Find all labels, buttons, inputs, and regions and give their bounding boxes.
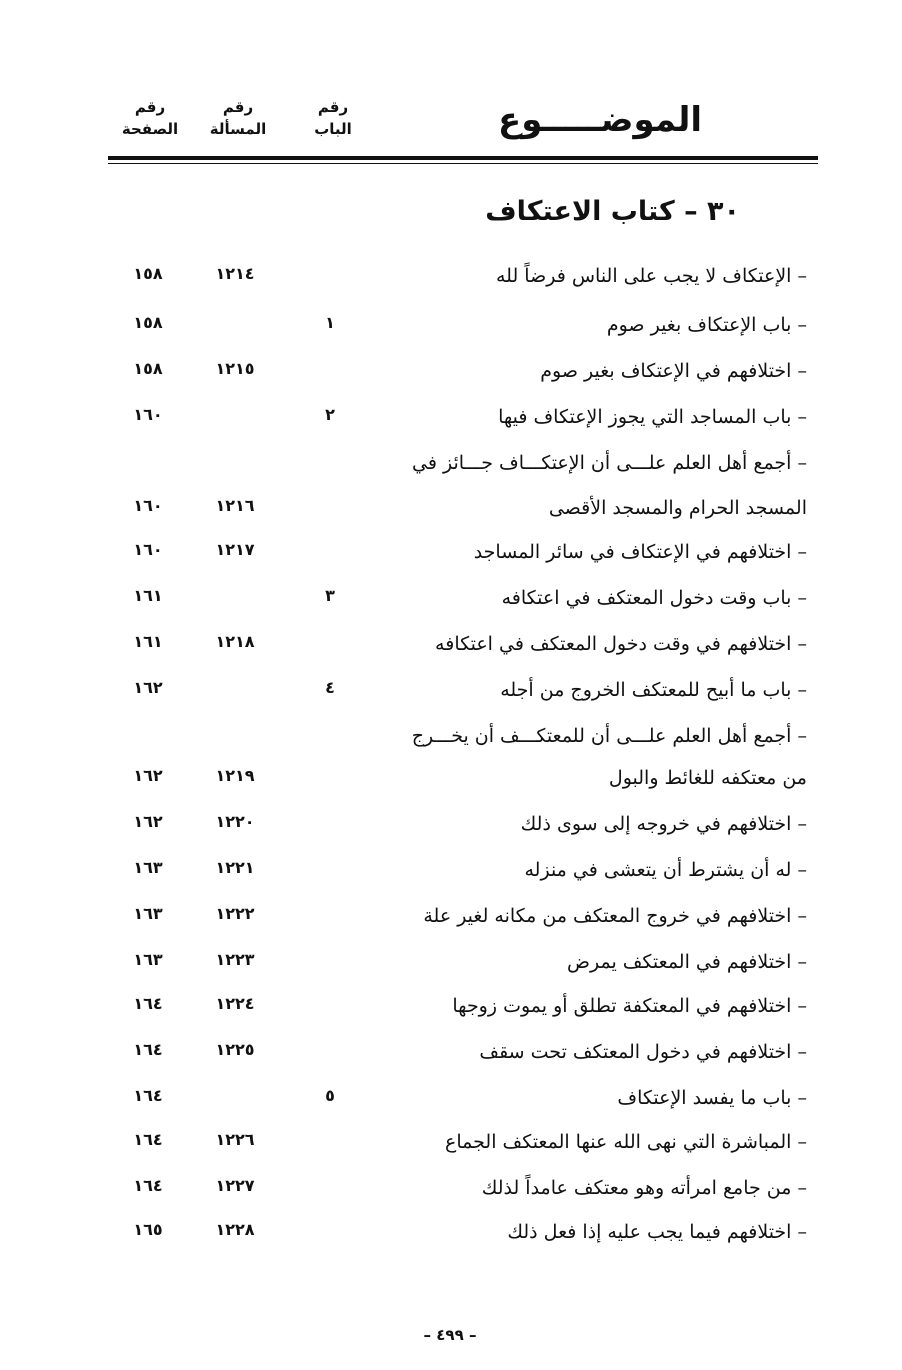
row-issue-number: ١٢٢٨ (215, 1220, 255, 1239)
row-page-number: ١٦١ (133, 586, 163, 605)
row-page-number: ١٥٨ (133, 359, 163, 378)
row-chapter-number: ٣ (325, 586, 335, 605)
row-topic: من معتكفه للغائط والبول (608, 767, 807, 789)
row-topic: – باب المساجد التي يجوز الإعتكاف فيها (498, 406, 807, 428)
table-row (0, 262, 902, 302)
row-topic: – له أن يشترط أن يتعشى في منزله (524, 859, 807, 881)
table-row (0, 722, 902, 762)
table-row (0, 538, 902, 578)
row-issue-number: ١٢١٦ (215, 496, 255, 515)
table-row (0, 357, 902, 397)
row-topic: المسجد الحرام والمسجد الأقصى (548, 497, 807, 519)
row-page-number: ١٦٥ (133, 1220, 163, 1239)
row-page-number: ١٦٢ (133, 678, 163, 697)
table-row (0, 902, 902, 942)
row-issue-number: ١٢١٩ (215, 766, 255, 785)
row-topic: – اختلافهم في خروجه إلى سوى ذلك (520, 813, 807, 835)
header-page-line2: الصفحة (121, 120, 179, 138)
table-row (0, 403, 902, 443)
table-row (0, 810, 902, 850)
row-issue-number: ١٢١٤ (215, 264, 255, 283)
row-topic: – باب الإعتكاف بغير صوم (606, 314, 807, 336)
table-row (0, 856, 902, 896)
row-page-number: ١٥٨ (133, 264, 163, 283)
row-topic: – اختلافهم في وقت دخول المعتكف في اعتكافه (435, 633, 807, 655)
table-row (0, 630, 902, 670)
table-row (0, 992, 902, 1032)
table-row (0, 1174, 902, 1214)
row-page-number: ١٦٠ (133, 496, 163, 515)
row-page-number: ١٦٣ (133, 950, 163, 969)
row-chapter-number: ٤ (325, 678, 335, 697)
table-row (0, 676, 902, 716)
header-rule-thick (108, 156, 818, 160)
row-topic: – باب ما أبيح للمعتكف الخروج من أجله (500, 679, 807, 701)
header-chapter-line1: رقم (317, 98, 349, 116)
row-topic: – اختلافهم في المعتكفة تطلق أو يموت زوجها (452, 995, 807, 1017)
header-topic: الموضـــــوع (497, 100, 703, 140)
row-topic: – اختلافهم في الإعتكاف في سائر المساجد (473, 541, 807, 563)
header-rule-thin (108, 163, 818, 164)
header-chapter-line2: الباب (314, 120, 352, 138)
row-topic: – أجمع أهل العلم علـــى أن الإعتكـــاف جـــائز في (412, 452, 807, 474)
row-page-number: ١٦٤ (133, 1176, 163, 1195)
table-row (0, 1128, 902, 1168)
header-issue-line2: المسألة (209, 120, 267, 138)
row-issue-number: ١٢٢٢ (215, 904, 255, 923)
table-row (0, 764, 902, 804)
table-row (0, 1038, 902, 1078)
row-topic: – المباشرة التي نهى الله عنها المعتكف الجماع (445, 1131, 807, 1153)
row-issue-number: ١٢١٥ (215, 359, 255, 378)
row-issue-number: ١٢٢٤ (215, 994, 255, 1013)
row-topic: – اختلافهم في المعتكف يمرض (567, 951, 807, 973)
row-issue-number: ١٢١٧ (215, 540, 255, 559)
header-issue-number (196, 96, 280, 140)
row-topic: – باب ما يفسد الإعتكاف (617, 1087, 807, 1109)
table-row (0, 449, 902, 489)
row-chapter-number: ٥ (325, 1086, 335, 1105)
table-row (0, 311, 902, 351)
header-issue-line1: رقم (222, 98, 254, 116)
row-page-number: ١٦٤ (133, 1130, 163, 1149)
row-topic: – اختلافهم في الإعتكاف بغير صوم (540, 360, 807, 382)
header-page-line1: رقم (134, 98, 166, 116)
row-issue-number: ١٢٢٣ (215, 950, 255, 969)
row-page-number: ١٥٨ (133, 313, 163, 332)
row-page-number: ١٦٢ (133, 812, 163, 831)
row-issue-number: ١٢٢٥ (215, 1040, 255, 1059)
row-page-number: ١٦٣ (133, 858, 163, 877)
row-issue-number: ١٢٢٧ (215, 1176, 255, 1195)
row-page-number: ١٦١ (133, 632, 163, 651)
row-topic: – اختلافهم في دخول المعتكف تحت سقف (479, 1041, 807, 1063)
row-topic: – الإعتكاف لا يجب على الناس فرضاً لله (496, 265, 807, 287)
row-page-number: ١٦٤ (133, 1086, 163, 1105)
section-title: ٣٠ – كتاب الاعتكاف (485, 196, 740, 227)
table-row (0, 948, 902, 988)
row-topic: – اختلافهم في خروج المعتكف من مكانه لغير علة (423, 905, 807, 927)
row-topic: – أجمع أهل العلم علـــى أن للمعتكـــف أن يخـــرج (411, 725, 807, 747)
table-row (0, 1218, 902, 1258)
header-page-number (108, 96, 192, 140)
row-page-number: ١٦٠ (133, 405, 163, 424)
row-topic: – باب وقت دخول المعتكف في اعتكافه (501, 587, 807, 609)
table-row (0, 584, 902, 624)
row-page-number: ١٦٤ (133, 994, 163, 1013)
table-row (0, 1084, 902, 1124)
row-chapter-number: ٢ (325, 405, 335, 424)
row-chapter-number: ١ (325, 313, 335, 332)
row-issue-number: ١٢٢٦ (215, 1130, 255, 1149)
row-issue-number: ١٢٢١ (215, 858, 255, 877)
row-issue-number: ١٢٢٠ (215, 812, 255, 831)
row-page-number: ١٦٢ (133, 766, 163, 785)
table-row (0, 494, 902, 534)
row-page-number: ١٦٣ (133, 904, 163, 923)
header-chapter-number (300, 96, 366, 140)
row-page-number: ١٦٠ (133, 540, 163, 559)
row-page-number: ١٦٤ (133, 1040, 163, 1059)
page-number-footer: – ٤٩٩ – (423, 1326, 477, 1344)
row-issue-number: ١٢١٨ (215, 632, 255, 651)
row-topic: – من جامع امرأته وهو معتكف عامداً لذلك (481, 1177, 807, 1199)
row-topic: – اختلافهم فيما يجب عليه إذا فعل ذلك (507, 1221, 807, 1243)
